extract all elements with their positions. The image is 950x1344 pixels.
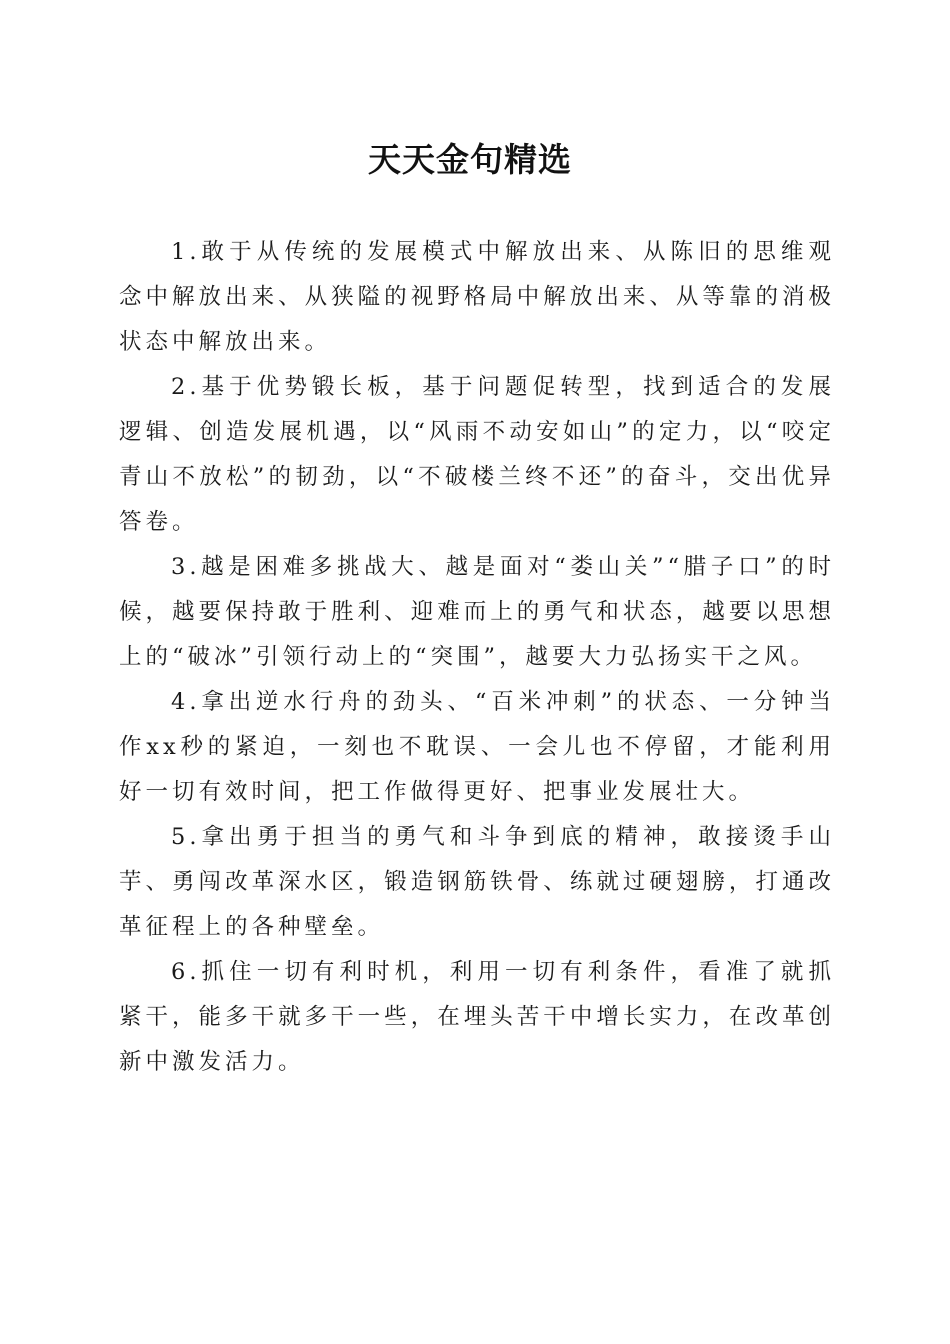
paragraph-4: 4.拿出逆水行舟的劲头、“百米冲刺”的状态、一分钟当作xx秒的紧迫，一刻也不耽误、一会儿也不停留，才能利用好一切有效时间，把工作做得更好、把事业发展壮大。 xyxy=(119,689,835,805)
document-body xyxy=(119,230,835,1085)
paragraph-2: 2.基于优势锻长板，基于问题促转型，找到适合的发展逻辑、创造发展机遇，以“风雨不动安如山”的定力，以“咬定青山不放松”的韧劲，以“不破楼兰终不还”的奋斗，交出优异答卷。 xyxy=(119,374,835,535)
paragraph-3: 3.越是困难多挑战大、越是面对“娄山关”“腊子口”的时候，越要保持敢于胜利、迎难而上的勇气和状态，越要以思想上的“破冰”引领行动上的“突围”，越要大力弘扬实干之风。 xyxy=(119,554,835,670)
paragraph-6: 6.抓住一切有利时机，利用一切有利条件，看准了就抓紧干，能多干就多干一些，在埋头苦干中增长实力，在改革创新中激发活力。 xyxy=(119,959,835,1075)
paragraph-1: 1.敢于从传统的发展模式中解放出来、从陈旧的思维观念中解放出来、从狭隘的视野格局中解放出来、从等靠的消极状态中解放出来。 xyxy=(119,239,835,355)
document-title: 天天金句精选 xyxy=(368,140,572,179)
paragraph-5: 5.拿出勇于担当的勇气和斗争到底的精神，敢接烫手山芋、勇闯改革深水区，锻造钢筋铁骨、练就过硬翅膀，打通改革征程上的各种壁垒。 xyxy=(119,824,835,940)
